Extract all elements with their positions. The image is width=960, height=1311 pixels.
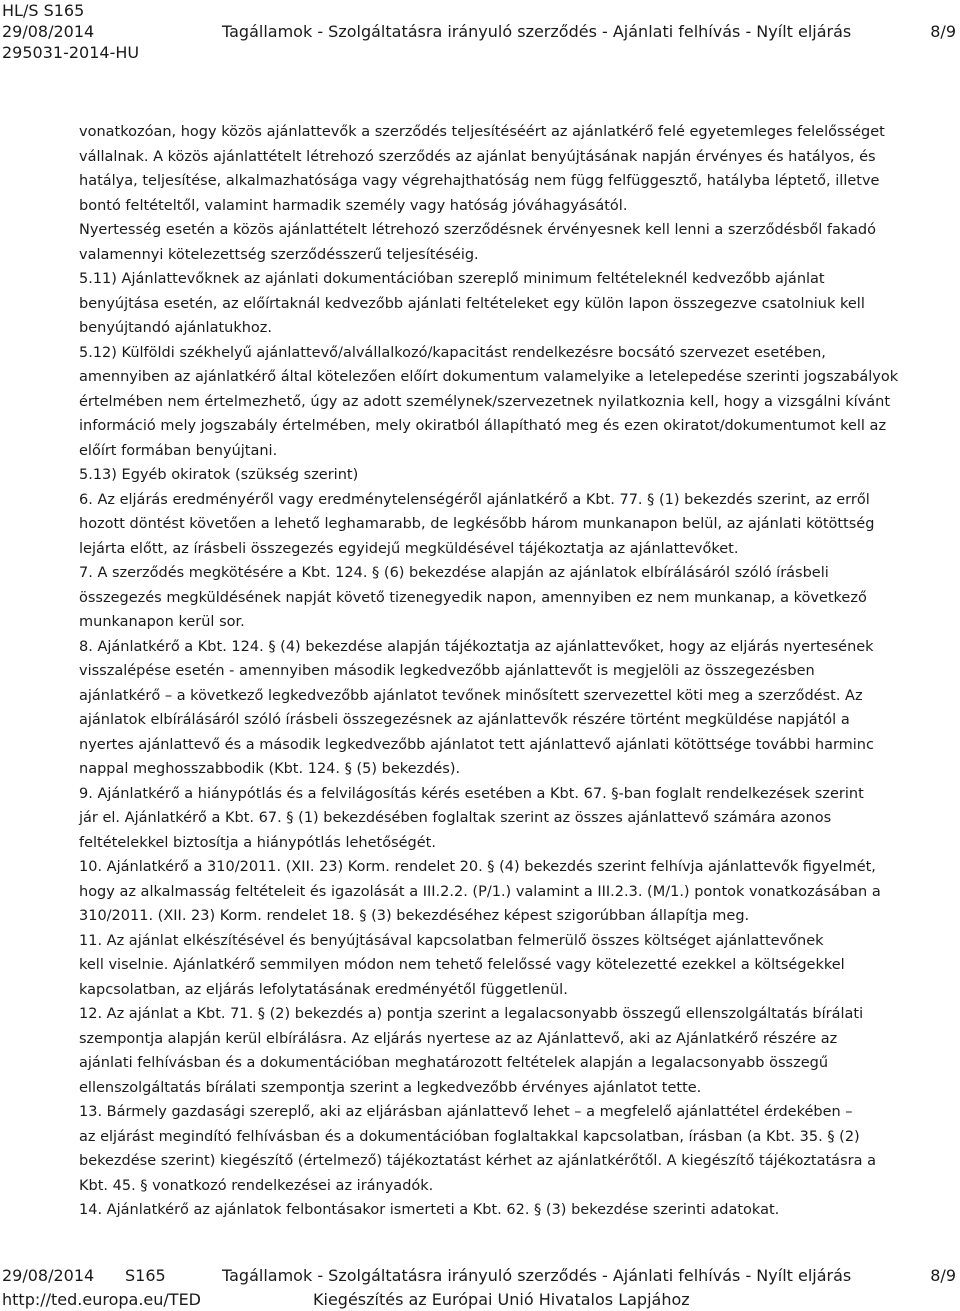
paragraph-6: 6. Az eljárás eredményéről vagy eredménytelenségéről ajánlatkérő a Kbt. 77. § (1) bekezdés szerint, az erről hozott döntést követően a lehető leghamarabb, de legkésőbb három munkanapon belül, az ajánlati kötöttség lejárta előtt, az írásbeli összegezés egyidejű megküldésével tájékoztatja az ajánlattevőket.: [79, 491, 875, 557]
paragraph-joint-liability: vonatkozóan, hogy közös ajánlattevők a szerződés teljesítéséért az ajánlatkérő felé egyetemleges felelősséget vállalnak. A közös ajánlattételt létrehozó szerződés az ajánlat benyújtásának napján érvényes és hatályos, és hatálya, teljesítése, alkalmazhatósága vagy végrehajthatóság nem függ felfüggesztő, hatályba léptető, illetve bontó feltételtől, valamint harmadik személy vagy hatóság jóváhagyásától.: [79, 124, 885, 214]
footer-publisher: Kiegészítés az Európai Unió Hivatalos Lapjához: [313, 1290, 690, 1309]
paragraph-5-11: 5.11) Ajánlattevőknek az ajánlati dokumentációban szereplő minimum feltételeknél kedvezőbb ajánlat benyújtása esetén, az előírtaknál kedvezőbb ajánlati feltételeket egy külön lapon összegezve csatolniuk kell benyújtandó ajánlatukhoz.: [79, 271, 865, 336]
paragraph-11: 11. Az ajánlat elkészítésével és benyújtásával kapcsolatban felmerülő összes költséget ajánlattevőnek kell viselnie. Ajánlatkérő semmilyen módon nem tehető felelőssé vagy kötelezetté ezekkel a költségekkel kapcsolatban, az eljárás lefolytatásának eredményétől függetlenül.: [79, 932, 845, 998]
footer-url-link[interactable]: http://ted.europa.eu/TED: [2, 1290, 201, 1309]
paragraph-7: 7. A szerződés megkötésére a Kbt. 124. § (6) bekezdése alapján az ajánlatok elbírálásáról szóló írásbeli összegezés megküldésének napját követő tizenegyedik napon, amennyiben ez nem munkanap, a következő munkanapon kerül sor.: [79, 565, 867, 630]
header-doc-id: HL/S S165: [2, 1, 85, 20]
paragraph-9: 9. Ajánlatkérő a hiánypótlás és a felvilágosítás kérés esetében a Kbt. 67. §-ban foglalt rendelkezések szerint jár el. Ajánlatkérő a Kbt. 67. § (1) bekezdésében foglaltak szerint az összes ajánlattevő számára azonos feltételekkel biztosítja a hiánypótlás lehetőségét.: [79, 785, 864, 851]
header-date: 29/08/2014: [2, 22, 95, 41]
page-header: [0, 0, 960, 70]
footer-page-number: 8/9: [930, 1266, 956, 1285]
page-footer: [0, 1265, 960, 1311]
document-body: [79, 120, 949, 1223]
paragraph-8: 8. Ajánlatkérő a Kbt. 124. § (4) bekezdése alapján tájékoztatja az ajánlattevőket, hogy az eljárás nyertesének visszalépése esetén - amennyiben második legkedvezőbb ajánlattevőt is megjelöli az összegezésben ajánlatkérő – a következő legkedvezőbb ajánlatot tevőnek minősített szervezettel köti meg a szerződést. Az ajánlatok elbírálásáról szóló írásbeli összegezésnek az ajánlattevők részére történt megküldése napjától a nyertes ajánlattevő és a második legkedvezőbb ajánlatot tett ajánlattevő ajánlati kötöttsége további harminc nappal meghosszabbodik (Kbt. 124. § (5) bekezdés).: [79, 638, 874, 777]
header-notice-number: 295031-2014-HU: [2, 43, 140, 62]
paragraph-12: 12. Az ajánlat a Kbt. 71. § (2) bekezdés a) pontja szerint a legalacsonyabb összegű ellenszolgáltatás bírálati szempontja alapján kerül elbírálásra. Az eljárás nyertese az az Ajánlattevő, aki az Ajánlatkérő részére az ajánlati felhívásban és a dokumentációban meghatározott feltételek alapján a legalacsonyabb összegű ellenszolgáltatás bírálati szempontja szerint a legkedvezőbb érvényes ajánlatot tette.: [79, 1006, 864, 1096]
paragraph-5-13: 5.13) Egyéb okiratok (szükség szerint): [79, 467, 359, 483]
header-page-number: 8/9: [930, 22, 956, 41]
paragraph-winning-consortium: Nyertesség esetén a közös ajánlattételt létrehozó szerződésnek érvényesnek kell lenni a szerződésből fakadó valamennyi kötelezettség szerződésszerű teljesítéséig.: [79, 222, 876, 263]
paragraph-13: 13. Bármely gazdasági szereplő, aki az eljárásban ajánlattevő lehet – a megfelelő ajánlattétel érdekében – az eljárást megindító felhívásban és a dokumentációban foglaltakkal kapcsolatban, írásban (a Kbt. 35. § (2) bekezdése szerint) kiegészítő (értelmező) tájékoztatást kérhet az ajánlatkérőtől. A kiegészítő tájékoztatásra a Kbt. 45. § vonatkozó rendelkezései az irányadók.: [79, 1104, 876, 1194]
paragraph-5-12: 5.12) Külföldi székhelyű ajánlattevő/alvállalkozó/kapacitást rendelkezésre bocsátó szervezet esetében, amennyiben az ajánlatkérő által kötelezően előírt dokumentum valamelyike a letelepedése szerinti jogszabályok értelmében nem értelmezhető, úgy az adott személynek/szervezetnek nyilatkoznia kell, hogy a vizsgálni kívánt információ mely jogszabály értelmében, mely okiratból állapítható meg és ezen okiratot/dokumentumot kell az előírt formában benyújtani.: [79, 344, 899, 459]
footer-issue: S165: [125, 1266, 166, 1285]
paragraph-14: 14. Ajánlatkérő az ajánlatok felbontásakor ismerteti a Kbt. 62. § (3) bekezdése szerinti adatokat.: [79, 1202, 780, 1218]
paragraph-10: 10. Ajánlatkérő a 310/2011. (XII. 23) Korm. rendelet 20. § (4) bekezdés szerint felhívja ajánlattevők figyelmét, hogy az alkalmasság feltételeit és igazolását a III.2.2. (P/1.) valamint a III.2.3. (M/1.) pontok vonatkozásában a 310/2011. (XII. 23) Korm. rendelet 18. § (3) bekezdéséhez képest szigorúbban állapítja meg.: [79, 859, 881, 924]
header-title: Tagállamok - Szolgáltatásra irányuló szerződés - Ajánlati felhívás - Nyílt eljárás: [222, 22, 852, 41]
header-left: [2, 0, 139, 63]
footer-title: Tagállamok - Szolgáltatásra irányuló szerződés - Ajánlati felhívás - Nyílt eljárás: [222, 1266, 852, 1285]
footer-date: 29/08/2014: [2, 1266, 95, 1285]
